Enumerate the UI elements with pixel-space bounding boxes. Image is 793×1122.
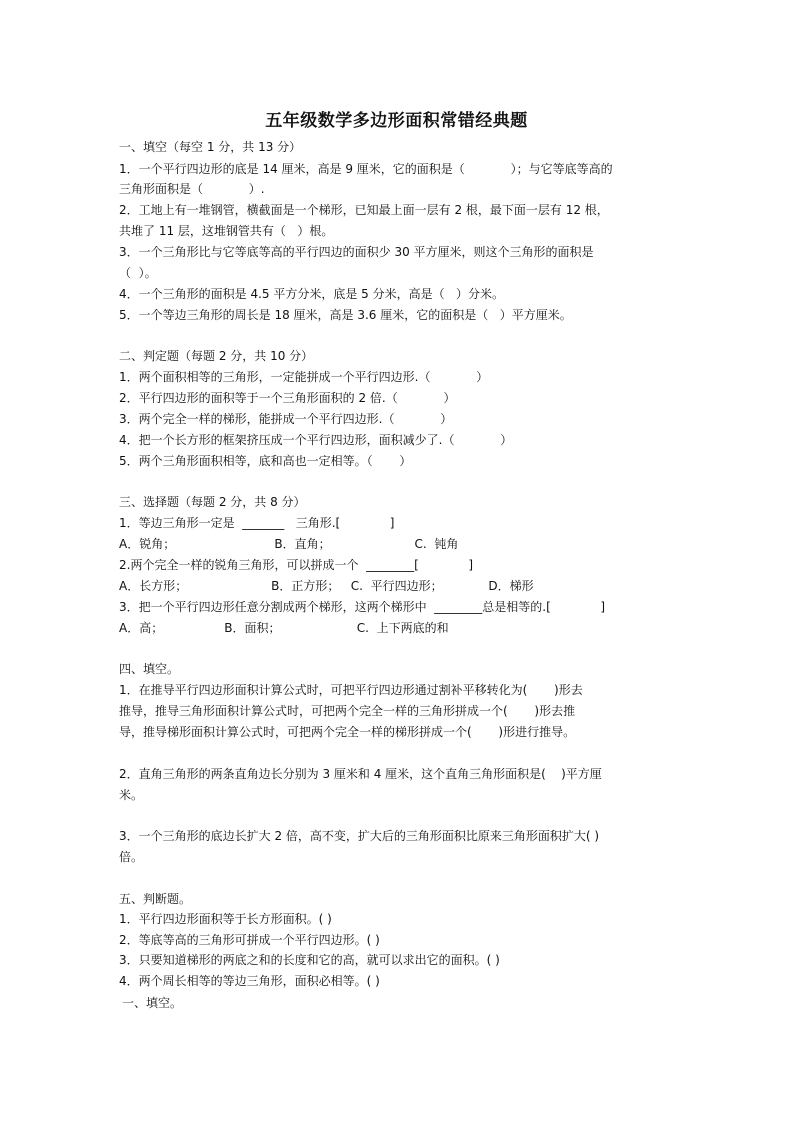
question-line: 2．直角三角形的两条直角边长分别为 3 厘米和 4 厘米，这个直角三角形面积是( )平方厘 <box>119 767 602 781</box>
question-line: 1．平行四边形面积等于长方形面积。( ) <box>119 912 332 926</box>
section-1-heading: 一、填空（每空 1 分，共 13 分） <box>119 140 302 154</box>
footer-section-heading: 一、填空。 <box>122 996 183 1010</box>
question-line: 2.两个完全一样的锐角三角形，可以拼成一个 ________[ ] <box>119 558 474 572</box>
question-line: 米。 <box>119 788 144 802</box>
question-line: 4．两个周长相等的等边三角形，面积必相等。( ) <box>119 974 380 988</box>
question-line: 5．两个三角形面积相等，底和高也一定相等。（ ） <box>119 454 412 468</box>
option-line: A．高； B．面积； C. 上下两底的和 <box>119 621 449 635</box>
question-line: 三角形面积是（ ）. <box>119 182 265 196</box>
question-line: 5．一个等边三角形的周长是 18 厘米，高是 3.6 厘米，它的面积是（ ）平方厘米。 <box>119 308 572 322</box>
question-line: 导，推导梯形面积计算公式时，可把两个完全一样的梯形拼成一个( )形进行推导。 <box>119 725 576 739</box>
question-line: 2．等底等高的三角形可拼成一个平行四边形。( ) <box>119 933 380 947</box>
section-5-heading: 五、判断题。 <box>119 892 192 906</box>
question-line: 共堆了 11 层，这堆钢管共有（ ）根。 <box>119 224 334 238</box>
question-line: 1．两个面积相等的三角形，一定能拼成一个平行四边形.（ ） <box>119 370 489 384</box>
question-line: （ ）。 <box>119 266 157 280</box>
section-3-heading: 三、选择题（每题 2 分，共 8 分） <box>119 495 306 509</box>
question-line: 1．一个平行四边形的底是 14 厘米，高是 9 厘米，它的面积是（ ）；与它等底等高的 <box>119 162 613 176</box>
question-line: 倍。 <box>119 850 144 864</box>
page-title: 五年级数学多边形面积常错经典题 <box>265 111 528 131</box>
question-line: 2．工地上有一堆钢管，横截面是一个梯形，已知最上面一层有 2 根，最下面一层有 12 根， <box>119 203 609 217</box>
option-line: A．长方形； B．正方形； C. 平行四边形； D．梯形 <box>119 579 534 593</box>
question-line: 3．只要知道梯形的两底之和的长度和它的高，就可以求出它的面积。( ) <box>119 953 500 967</box>
question-line: 1．等边三角形一定是 _______ 三角形.[ ] <box>119 516 395 530</box>
question-line: 4．一个三角形的面积是 4.5 平方分米，底是 5 分米，高是（ ）分米。 <box>119 287 505 301</box>
question-line: 2．平行四边形的面积等于一个三角形面积的 2 倍.（ ） <box>119 391 456 405</box>
question-line: 3．一个三角形比与它等底等高的平行四边的面积少 30 平方厘米，则这个三角形的面积是 <box>119 245 594 259</box>
question-line: 3．一个三角形的底边长扩大 2 倍，高不变，扩大后的三角形面积比原来三角形面积扩大( ) <box>119 829 600 843</box>
question-line: 推导，推导三角形面积计算公式时，可把两个完全一样的三角形拼成一个( )形去推 <box>119 704 576 718</box>
option-line: A．锐角； B．直角； C. 钝角 <box>119 537 459 551</box>
section-2-heading: 二、判定题（每题 2 分，共 10 分） <box>119 349 314 363</box>
question-line: 3．两个完全一样的梯形，能拼成一个平行四边形.（ ） <box>119 412 453 426</box>
section-4-heading: 四、填空。 <box>119 662 180 676</box>
question-line: 4．把一个长方形的框架挤压成一个平行四边形，面积减少了.（ ） <box>119 433 513 447</box>
question-line: 1．在推导平行四边形面积计算公式时，可把平行四边形通过割补平移转化为( )形去 <box>119 683 583 697</box>
question-line: 3．把一个平行四边形任意分割成两个梯形，这两个梯形中 ________总是相等的.[ ] <box>119 600 606 614</box>
